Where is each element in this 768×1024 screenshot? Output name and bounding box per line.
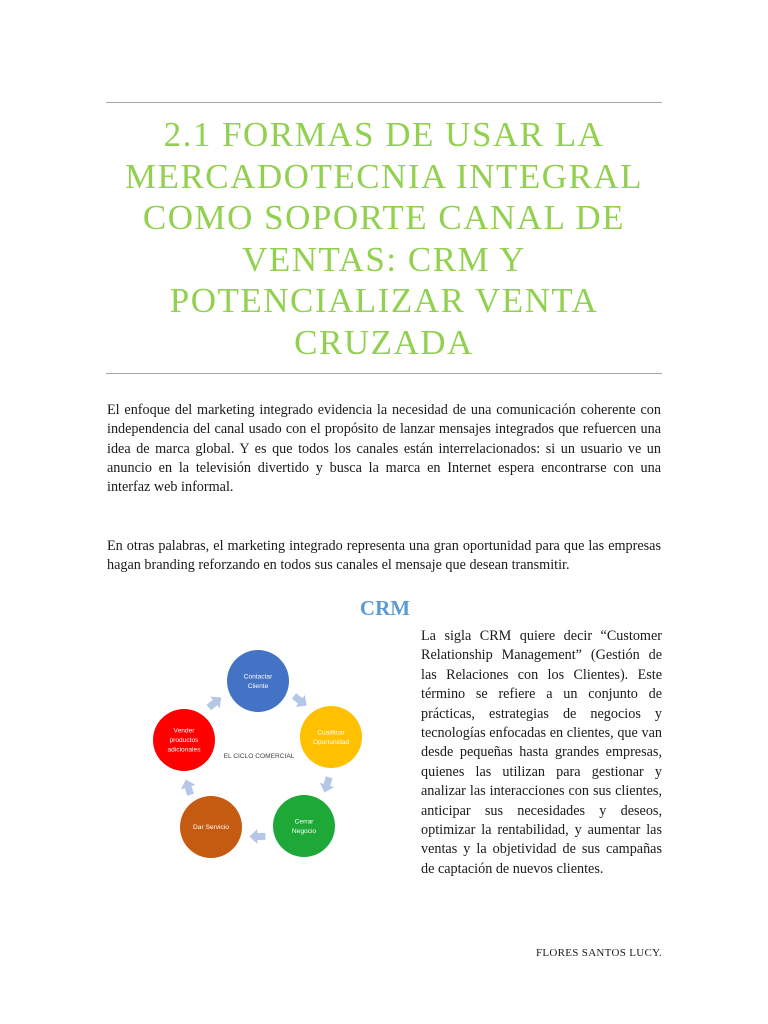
cycle-node — [227, 650, 289, 712]
cycle-node-label: Negocio — [291, 827, 317, 835]
paragraph-branding: En otras palabras, el marketing integrado representa una gran oportunidad para que las empresas hagan branding reforzando en todos sus canales el mensaje que desean transmitir. — [107, 538, 661, 574]
top-divider — [106, 102, 662, 103]
cycle-arrow — [289, 690, 311, 712]
cycle-node-circle — [273, 795, 335, 857]
cycle-node — [153, 709, 215, 771]
cycle-node-label: Cualificar — [317, 729, 345, 737]
cycle-node-label: Contactar — [243, 673, 273, 681]
cycle-arrow — [249, 829, 265, 844]
sales-cycle-diagram — [140, 640, 376, 874]
page-title: 2.1 FORMAS DE USAR LA MERCADOTECNIA INTEGRAL COMO SOPORTE CANAL DE VENTAS: CRM Y POTENCIALIZAR VENTA CRUZADA — [124, 115, 644, 362]
cycle-node — [180, 796, 242, 858]
paragraph-integrated-marketing: El enfoque del marketing integrado evidencia la necesidad de una comunicación coherente con independencia del canal usado con el propósito de lanzar mensajes integrados que refuercen una idea de marca global. Y es que todos los canales están interrelacionados: si un usuario ve un anuncio en la televisión divertido y busca la marca en Internet espera encontrarse con una interfaz web informal. — [107, 402, 661, 496]
cycle-node — [300, 706, 362, 768]
diagram-center-label: EL CICLO COMERCIAL — [223, 753, 295, 760]
cycle-node-label: productos — [169, 737, 199, 744]
cycle-node-circle — [227, 650, 289, 712]
cycle-arrow — [179, 777, 198, 797]
cycle-node-label: Cerrar — [294, 818, 314, 826]
bottom-divider — [106, 373, 662, 374]
cycle-node-circle — [300, 706, 362, 768]
cycle-node-label: Dar Servicio — [193, 824, 229, 831]
crm-heading: CRM — [359, 596, 411, 620]
cycle-node-label: Oportunidad — [312, 738, 350, 746]
cycle-arrow — [317, 775, 336, 795]
cycle-node — [273, 795, 335, 857]
cycle-node-label: adicionales — [167, 746, 201, 754]
cycle-node-label: Vender — [173, 727, 195, 735]
cycle-node-label: Cliente — [247, 682, 269, 690]
author-footer: FLORES SANTOS LUCY. — [535, 947, 662, 959]
cycle-arrow — [204, 692, 226, 714]
crm-description: La sigla CRM quiere decir “Customer Relationship Management” (Gestión de las Relaciones con los Clientes). Este término se refiere a un conjunto de prácticas, estrategias de negocios y tecnologías enfocadas en clientes, que van desde pequeñas hasta grandes empresas, quienes las utilizan para gestionar y analizar las interacciones con sus clientes, anticipar sus necesidades y deseos, optimizar la rentabilidad, y aumentar las ventas y la objetividad de sus campañas de captación de nuevos clientes. — [421, 628, 662, 877]
